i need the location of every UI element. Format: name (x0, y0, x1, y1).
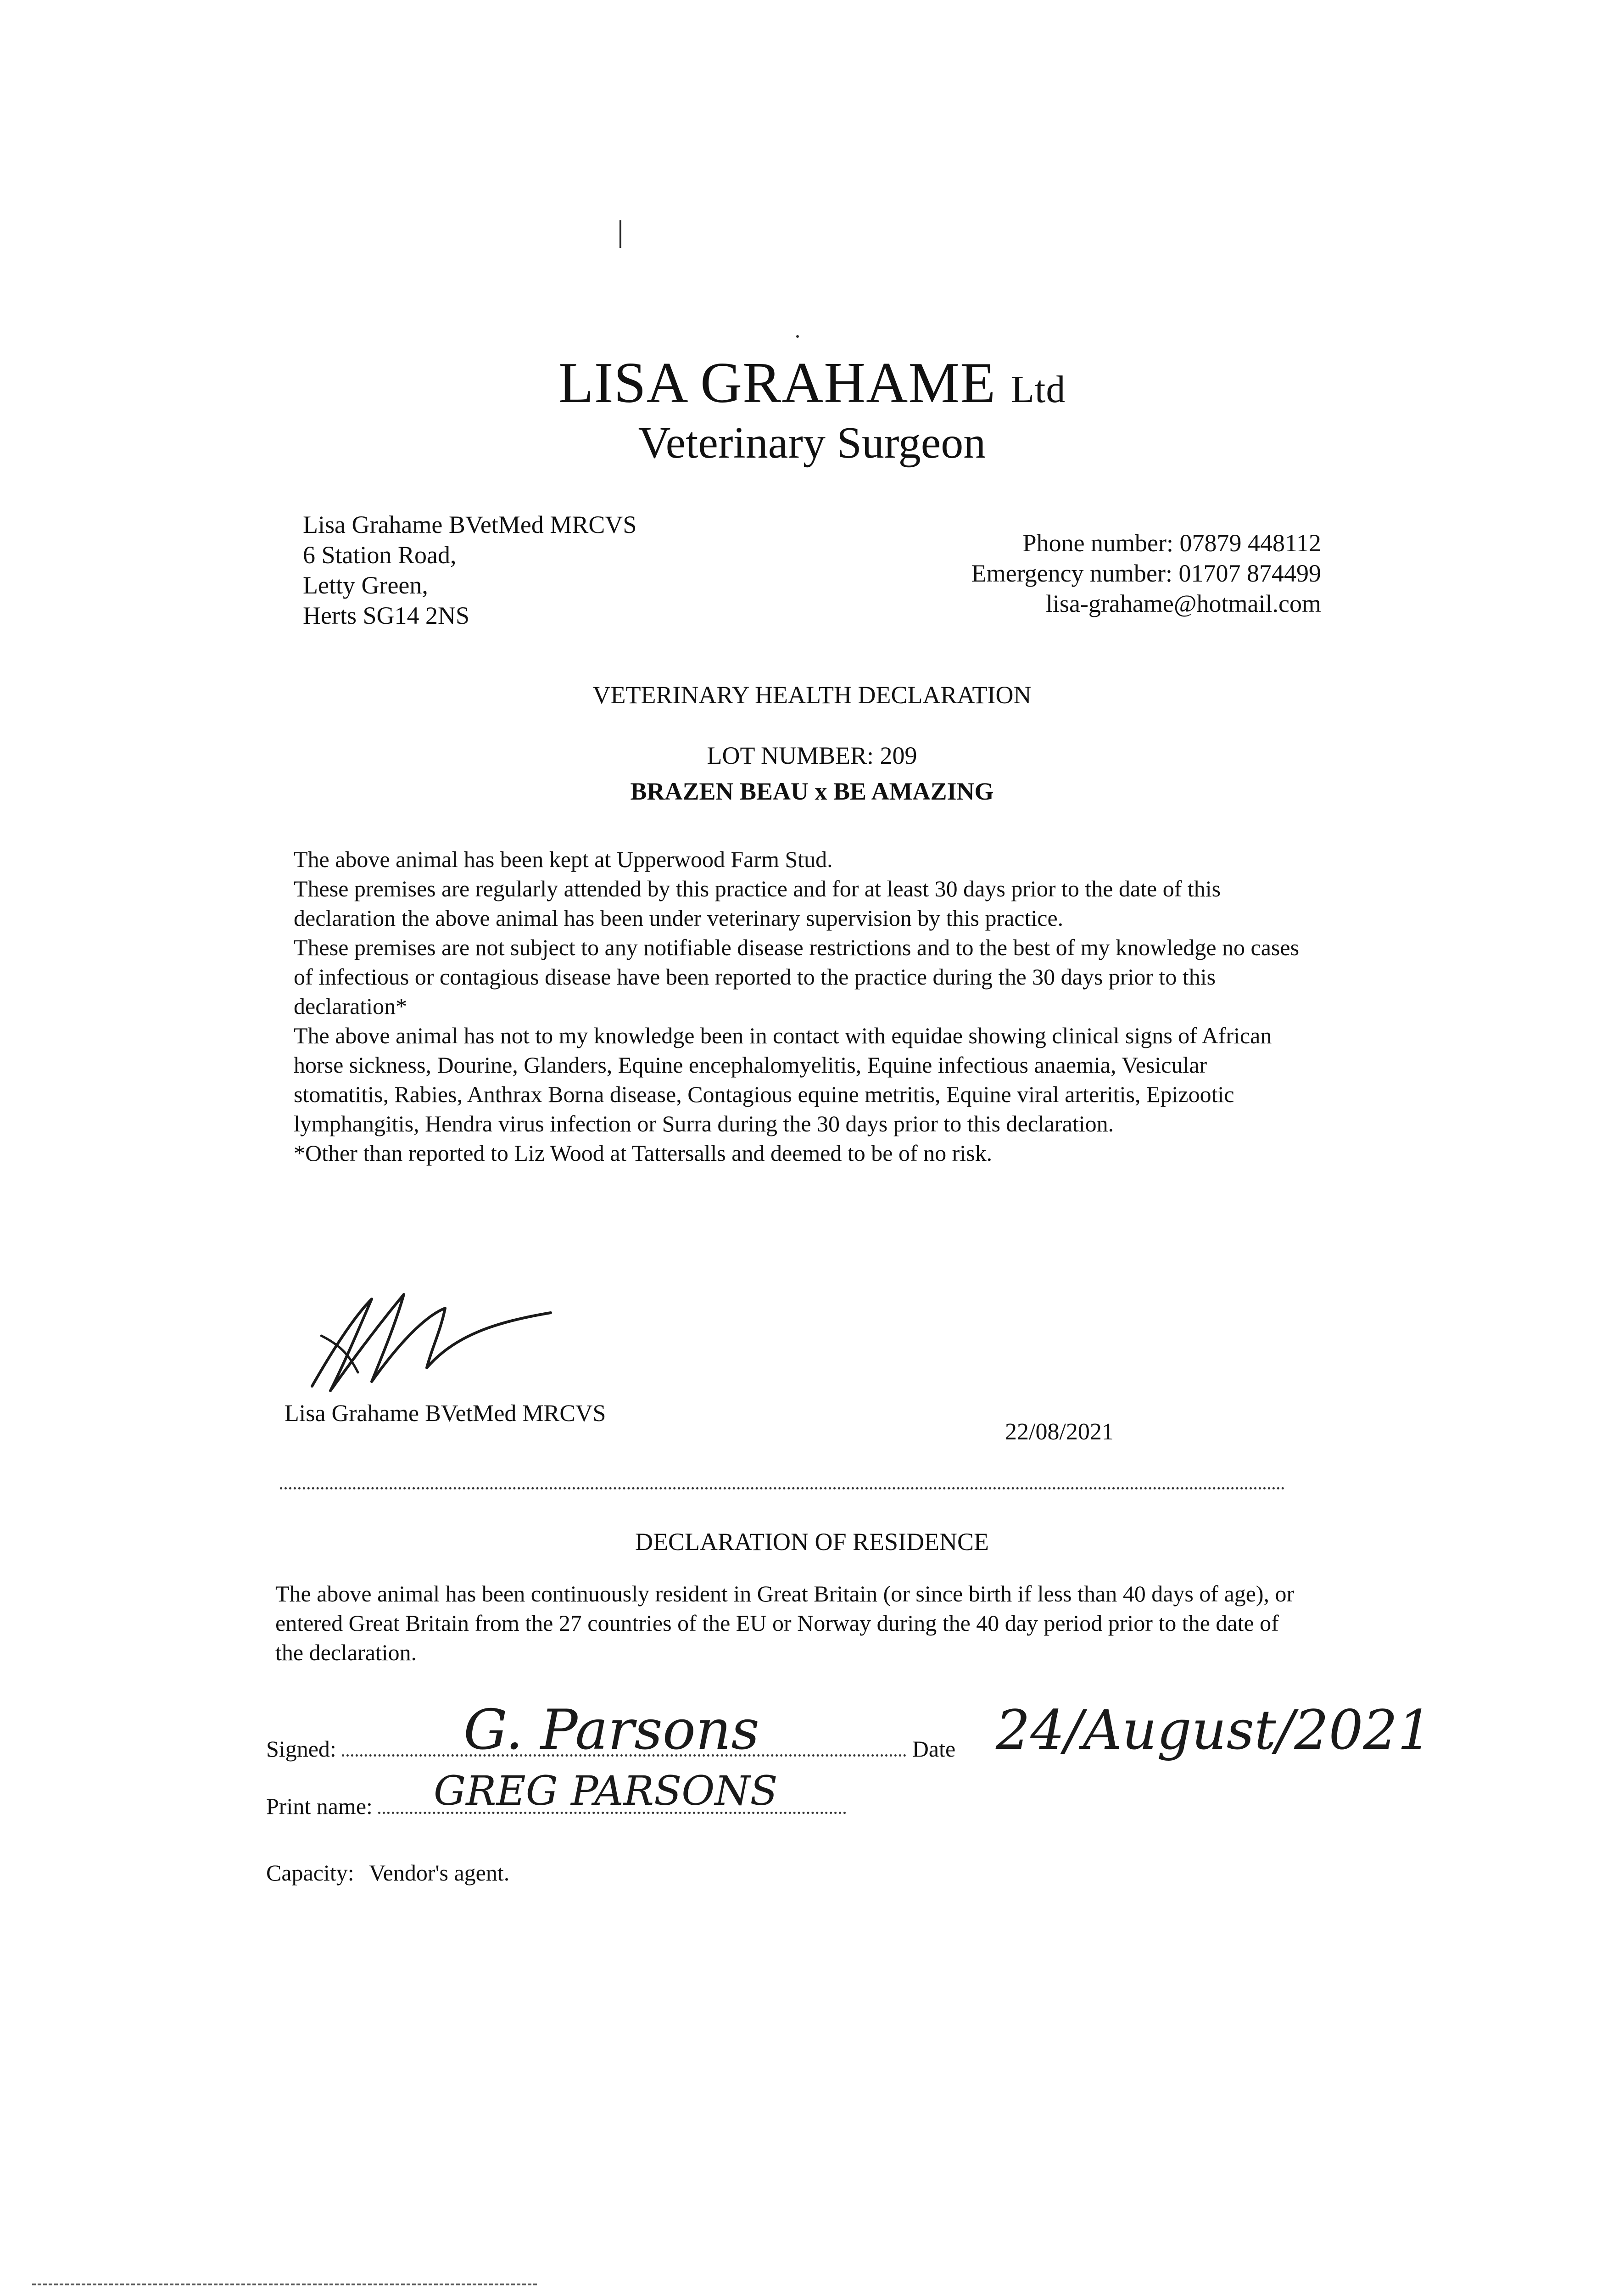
declaration-paragraph: These premises are not subject to any notifiable disease restrictions and to the best of my knowledge no cases of infectious or contagious disease have been reported to the practice during the 30 days prior to this declaration* (294, 935, 1300, 1019)
lot-number: LOT NUMBER: 209 (707, 742, 917, 769)
address-line: Herts SG14 2NS (303, 602, 470, 629)
capacity-row (266, 1859, 509, 1886)
address-line: Letty Green, (303, 571, 428, 599)
company-name-text: LISA GRAHAME (558, 351, 996, 415)
residence-declaration-title: DECLARATION OF RESIDENCE (635, 1528, 989, 1556)
date-label: Date (912, 1736, 956, 1762)
capacity-value: Vendor's agent. (369, 1860, 510, 1886)
vet-signatory-name: Lisa Grahame BVetMed MRCVS (285, 1400, 606, 1427)
address-line: 6 Station Road, (303, 541, 457, 569)
company-subtitle: Veterinary Surgeon (638, 418, 986, 468)
declaration-paragraph: The above animal has not to my knowledge been in contact with equidae showing clinical signs of African horse sickness, Dourine, Glanders, Equine encephalomyelitis, Equine infectious anaemia, Vesicular stomatitis, Rabies, Anthrax Borna disease, Contagious equine metritis, Equine viral arteritis, Epizootic lymphangitis, Hendra virus infection or Surra during the 30 days prior to this declaration. (294, 1023, 1272, 1136)
signed-label: Signed: (266, 1736, 336, 1762)
address-block (303, 509, 636, 631)
vet-signature (303, 1281, 560, 1400)
company-name (0, 349, 1624, 424)
signed-handwriting: G. Parsons (463, 1698, 759, 1762)
emergency-number: Emergency number: 01707 874499 (971, 560, 1321, 587)
declaration-paragraph: These premises are regularly attended by this practice and for at least 30 days prior to the date of this declaration the above animal has been under veterinary supervision by this practice. (294, 876, 1221, 931)
date-handwriting: 24/August/2021 (996, 1698, 1432, 1762)
stray-dot-mark (796, 335, 799, 338)
email-address: lisa-grahame@hotmail.com (1045, 590, 1321, 617)
stray-pen-mark (619, 220, 621, 248)
residence-paragraph: The above animal has been continuously resident in Great Britain (or since birth if less than 40 days of age), or entered Great Britain from the 27 countries of the EU or Norway during the 40 day period prior to the date of the declaration. (275, 1581, 1295, 1665)
phone-number: Phone number: 07879 448112 (1022, 529, 1321, 557)
print-name-label: Print name: (266, 1793, 373, 1819)
health-declaration-title: VETERINARY HEALTH DECLARATION (592, 681, 1032, 709)
health-declaration-body (294, 845, 1303, 1168)
capacity-label: Capacity: (266, 1860, 354, 1886)
residence-declaration-body (275, 1579, 1312, 1667)
contact-block (971, 528, 1321, 619)
address-line: Lisa Grahame BVetMed MRCVS (303, 511, 637, 538)
declaration-footnote: *Other than reported to Liz Wood at Tattersalls and deemed to be of no risk. (294, 1140, 993, 1166)
scan-edge-mark (32, 2284, 537, 2285)
vet-signature-date: 22/08/2021 (1005, 1419, 1114, 1445)
section-divider (280, 1487, 1285, 1489)
declaration-paragraph: The above animal has been kept at Upperwood Farm Stud. (294, 846, 833, 872)
company-suffix: Ltd (1010, 368, 1066, 411)
horse-name: BRAZEN BEAU x BE AMAZING (630, 778, 994, 805)
print-name-handwriting: GREG PARSONS (434, 1767, 778, 1814)
